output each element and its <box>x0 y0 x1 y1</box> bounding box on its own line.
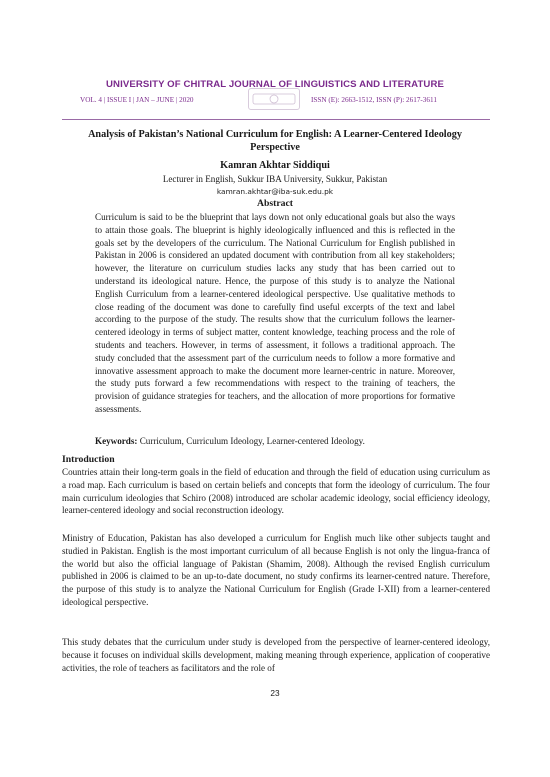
article-title: Analysis of Pakistan’s National Curriculum for English: A Learner-Centered Ideology Perspective <box>88 129 462 153</box>
author-affiliation: Lecturer in English, Sukkur IBA University, Sukkur, Pakistan <box>162 174 388 184</box>
journal-title: UNIVERSITY OF CHITRAL JOURNAL OF LINGUISTICS AND LITERATURE <box>106 79 444 90</box>
volume-info: VOL. 4 | ISSUE I | JAN – JUNE | 2020 <box>80 96 194 104</box>
introduction-heading: Introduction <box>62 454 115 465</box>
intro-paragraph: Ministry of Education, Pakistan has also developed a curriculum for English much like other subjects taught and studied in Pakistan. English is the most important curriculum of all because English is not only the lingua-franca of the world but also the official language of Pakistan (Shamim, 2008). Although the revised English curriculum published in 2006 is claimed to be an up-to-date document, no study confirms its learner-centred nature. Therefore, the purpose of this study is to analyze the National Curriculum for English (Grade I-XII) from a learner-centered ideological perspective. <box>62 533 490 607</box>
keywords-label: Keywords: <box>95 436 138 446</box>
intro-paragraph: Countries attain their long-term goals in the field of education and through the field of education using curriculum as a road map. Each curriculum is based on certain beliefs and concepts that form the ideology of curriculum. The four main curriculum ideologies that Schiro (2008) introduced are scholar academic ideology, social efficiency ideology, learner-centered ideology and social reconstruction ideology. <box>62 467 490 516</box>
keywords-text: Curriculum, Curriculum Ideology, Learner-centered Ideology. <box>139 436 365 446</box>
journal-seal-icon <box>248 88 300 110</box>
issn-info: ISSN (E): 2663-1512, ISSN (P): 2617-3611 <box>311 96 437 104</box>
page-number: 23 <box>270 688 280 698</box>
author-name: Kamran Akhtar Siddiqui <box>220 160 330 171</box>
author-email[interactable]: kamran.akhtar@iba-suk.edu.pk <box>216 187 334 196</box>
abstract-heading: Abstract <box>256 198 294 209</box>
keywords <box>95 435 455 447</box>
abstract-text: Curriculum is said to be the blueprint that lays down not only educational goals but also the ways to attain those goals. The blueprint is highly ideologically influenced and this is reflected in the goals set by the developers of the curriculum. The National Curriculum for English published in Pakistan in 2006 is considered an updated document with contribution from all key stakeholders; however, the literature on curriculum studies lacks any study that has been carried out to understand its ideological nature. Hence, the purpose of this study is to analyze the National English Curriculum from a learner-centered ideological perspective. Use qualitative methods to close reading of the document was done to carefully find useful excerpts of the text and label according to the purpose of the study. The results show that the curriculum follows the learner-centered ideology in terms of subject matter, content knowledge, teaching process and the role of students and teachers. However, in terms of assessment, it follows a traditional approach. The study concluded that the assessment part of the curriculum needs to follow a more formative and innovative assessment approach to make the document more learner-centric in nature. Moreover, the study puts forward a few recommendations with respect to the training of teachers, the provision of guidance strategies for teachers, and the allocation of more proportions for formative assessments. <box>95 212 455 414</box>
header-divider <box>62 119 490 120</box>
intro-paragraph: This study debates that the curriculum under study is developed from the perspective of learner-centered ideology, because it focuses on individual skills development, making meaning through experience, application of cooperative activities, the role of teachers as facilitators and the role of <box>62 637 490 673</box>
